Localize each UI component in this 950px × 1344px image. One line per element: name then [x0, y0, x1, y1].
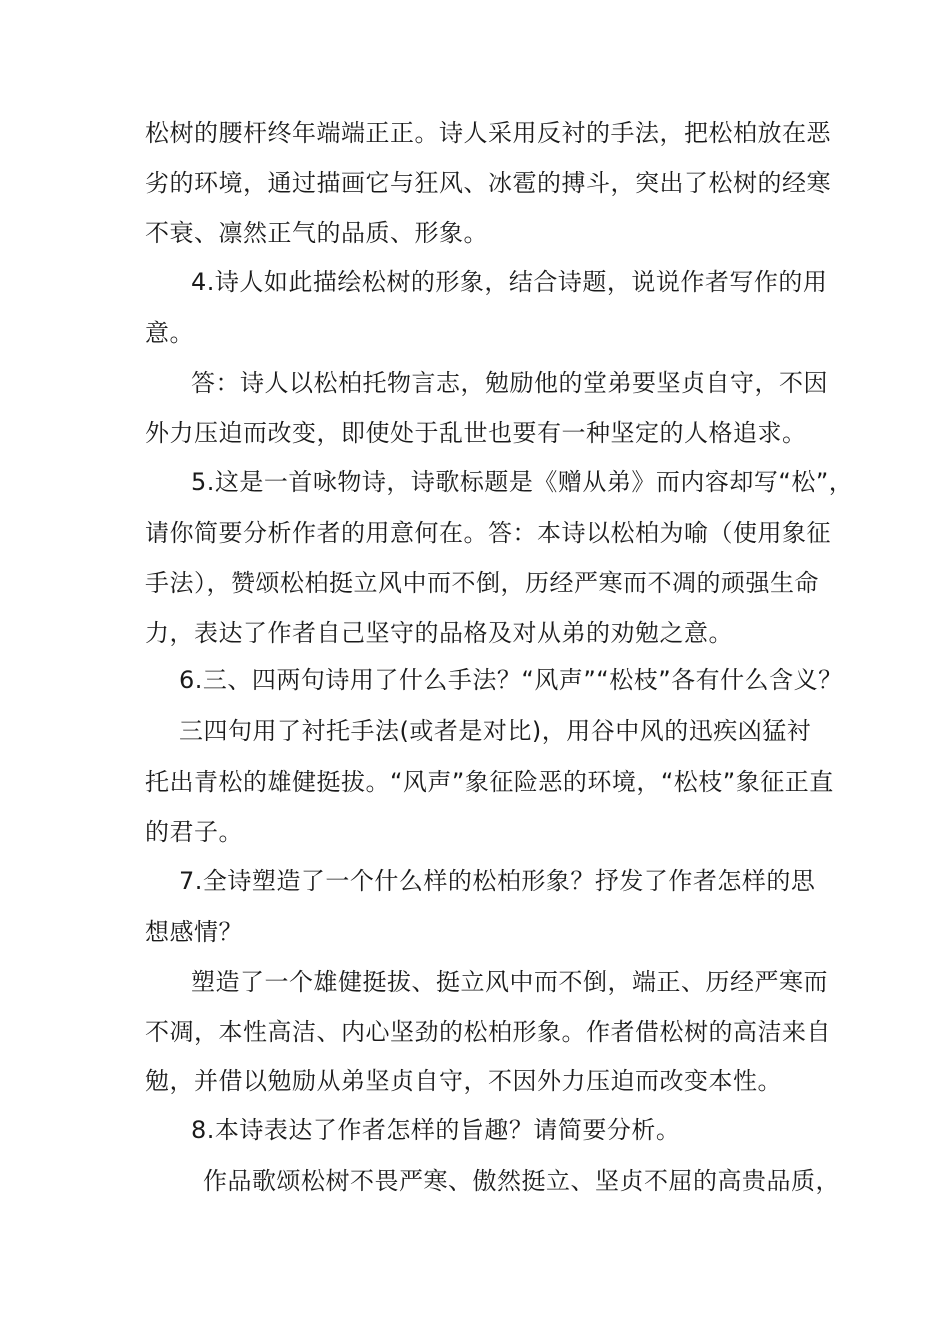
- text-line: 力，表达了作者自己坚守的品格及对从弟的劝勉之意。: [145, 619, 733, 647]
- text-line: 托出青松的雄健挺拔。“风声”象征险恶的环境，“松枝”象征正直: [145, 768, 834, 796]
- text-line: 请你简要分析作者的用意何在。答：本诗以松柏为喻（使用象征: [145, 519, 831, 547]
- text-line: 松树的腰杆终年端端正正。诗人采用反衬的手法，把松柏放在恶: [145, 119, 831, 147]
- answer-8: 作品歌颂松树不畏严寒、傲然挺立、坚贞不屈的高贵品质，: [203, 1167, 840, 1195]
- text-line: 劣的环境，通过描画它与狂风、冰雹的搏斗，突出了松树的经寒: [145, 169, 831, 197]
- question-8: 8.本诗表达了作者怎样的旨趣？请简要分析。: [191, 1116, 681, 1144]
- question-5: 5.这是一首咏物诗，诗歌标题是《赠从弟》而内容却写“松”，: [191, 468, 854, 496]
- question-7: 7.全诗塑造了一个什么样的松柏形象？抒发了作者怎样的思: [179, 867, 816, 895]
- question-6: 6.三、四两句诗用了什么手法？“风声”“松枝”各有什么含义？: [179, 666, 843, 694]
- question-4: 4.诗人如此描绘松树的形象，结合诗题，说说作者写作的用: [191, 268, 828, 296]
- text-line: 的君子。: [145, 818, 243, 846]
- text-line: 勉，并借以勉励从弟坚贞自守，不因外力压迫而改变本性。: [145, 1067, 782, 1095]
- text-line: 不衰、凛然正气的品质、形象。: [145, 219, 488, 247]
- answer-4: 答：诗人以松柏托物言志，勉励他的堂弟要坚贞自守，不因: [191, 369, 828, 397]
- answer-7: 塑造了一个雄健挺拔、挺立风中而不倒，端正、历经严寒而: [191, 968, 828, 996]
- text-line: 不凋，本性高洁、内心坚劲的松柏形象。作者借松树的高洁来自: [145, 1018, 831, 1046]
- text-line: 手法），赞颂松柏挺立风中而不倒，历经严寒而不凋的顽强生命: [145, 569, 819, 597]
- text-line: 意。: [145, 319, 194, 347]
- text-line: 想感情？: [145, 918, 243, 946]
- text-line: 外力压迫而改变，即使处于乱世也要有一种坚定的人格追求。: [145, 419, 807, 447]
- answer-6: 三四句用了衬托手法(或者是对比)，用谷中风的迅疾凶猛衬: [179, 717, 812, 745]
